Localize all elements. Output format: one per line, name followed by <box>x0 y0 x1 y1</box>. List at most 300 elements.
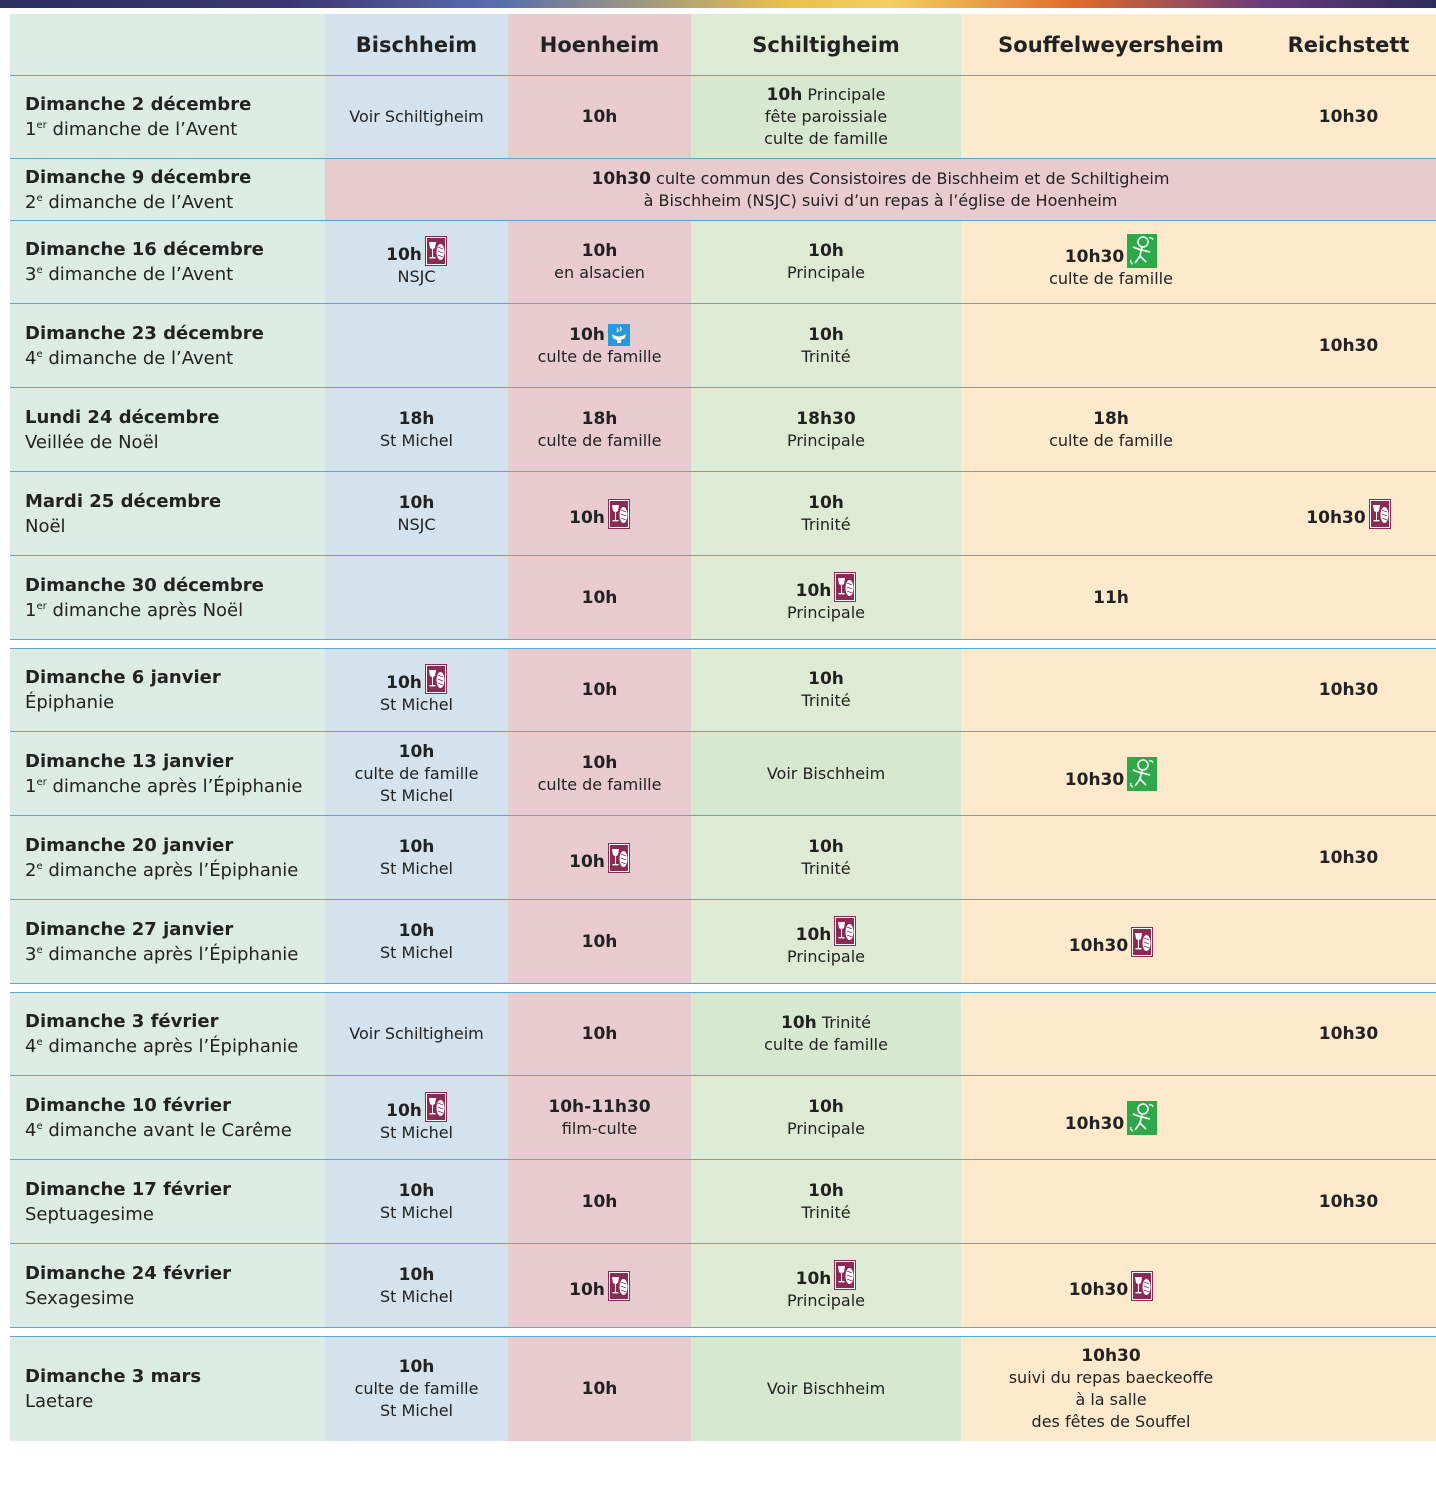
cell-souffelweyersheim-detail: des fêtes de Souffel <box>1031 1412 1191 1431</box>
cell-reichstett <box>1261 472 1436 555</box>
table-row <box>10 899 1436 983</box>
cell-schiltigheim-note: Voir Bischheim <box>766 1379 886 1398</box>
joint-service-location: à Bischheim (NSJC) suivi d’un repas à l’église de Hoenheim <box>643 190 1118 210</box>
table-row <box>10 471 1436 555</box>
cell-schiltigheim <box>691 1337 961 1441</box>
cell-reichstett-time-line <box>1306 499 1390 529</box>
cell-bischheim-time: 10h <box>398 741 435 762</box>
cell-hoenheim-time-line <box>569 324 630 346</box>
communion-icon <box>1369 499 1391 529</box>
service-date: Dimanche 9 décembre <box>25 166 252 188</box>
cell-bischheim-time-line <box>399 836 435 858</box>
table-row <box>10 731 1436 815</box>
cell-schiltigheim-time: 18h30 <box>796 408 856 429</box>
cell-hoenheim-time-line <box>569 499 630 529</box>
cell-schiltigheim-time-line <box>808 836 844 858</box>
service-date: Dimanche 17 février <box>25 1178 232 1200</box>
cell-souffelweyersheim-time: 10h30 <box>1081 1346 1141 1366</box>
cell-hoenheim-time-line <box>582 1023 618 1045</box>
cell-bischheim-detail: St Michel <box>380 1286 453 1306</box>
cell-souffelweyersheim-time-line <box>1065 757 1157 791</box>
cell-souffelweyersheim-time-line <box>1069 927 1153 957</box>
communion-icon <box>425 236 447 266</box>
date-cell <box>10 993 325 1075</box>
cell-souffelweyersheim-time: 10h30 <box>1064 247 1125 267</box>
cell-souffelweyersheim-time: 11h <box>1093 587 1129 608</box>
liturgical-day: Veillée de Noël <box>25 431 159 453</box>
cell-souffelweyersheim <box>961 556 1261 639</box>
cell-souffelweyersheim-detail: à la salle <box>1075 1390 1147 1409</box>
cell-bischheim <box>325 221 508 303</box>
cell-schiltigheim-time: 10h <box>795 580 832 601</box>
date-cell <box>10 221 325 303</box>
cell-bischheim-detail: NSJC <box>397 514 436 534</box>
cell-hoenheim <box>508 1244 691 1327</box>
table-row <box>10 1336 1436 1441</box>
cell-bischheim <box>325 1244 508 1327</box>
cell-bischheim-time: 10h <box>398 836 435 857</box>
cell-schiltigheim-detail: Principale <box>786 263 866 282</box>
cell-bischheim-time-line <box>399 920 435 942</box>
service-date: Dimanche 3 mars <box>25 1366 202 1387</box>
header-blank <box>10 14 325 75</box>
cell-hoenheim <box>508 1337 691 1441</box>
service-date: Dimanche 30 décembre <box>25 574 264 596</box>
cell-schiltigheim-time: 10h <box>780 1013 817 1033</box>
cell-bischheim-detail: St Michel <box>380 942 453 962</box>
date-cell <box>10 1076 325 1159</box>
service-date: Lundi 24 décembre <box>25 406 220 428</box>
cell-schiltigheim <box>691 816 961 899</box>
cell-schiltigheim-time-line <box>808 240 844 262</box>
table-row <box>10 158 1436 220</box>
communion-icon <box>608 843 630 873</box>
section-separator <box>10 983 1436 992</box>
date-cell <box>10 732 325 815</box>
communion-icon <box>834 916 856 946</box>
cell-schiltigheim <box>691 1076 961 1159</box>
cell-reichstett-time: 10h30 <box>1318 107 1379 127</box>
cell-reichstett <box>1261 816 1436 899</box>
dancing-child-icon <box>1127 234 1157 268</box>
cell-hoenheim-time-line <box>548 1096 650 1118</box>
liturgical-day: 4e dimanche avant le Carême <box>25 1119 292 1141</box>
cell-hoenheim <box>508 993 691 1075</box>
cell-hoenheim-detail: culte de famille <box>537 346 662 366</box>
column-header-hoenheim: Hoenheim <box>508 14 691 75</box>
communion-icon <box>608 499 630 529</box>
cell-hoenheim-time: 10h <box>569 324 605 345</box>
communion-icon <box>608 1271 630 1301</box>
column-header-bischheim: Bischheim <box>325 14 508 75</box>
cell-schiltigheim-time: 10h <box>766 85 803 105</box>
communion-icon <box>834 572 856 602</box>
cell-hoenheim-time-line <box>569 1271 630 1301</box>
cell-schiltigheim-time: 10h <box>808 1180 844 1201</box>
cell-souffelweyersheim-detail: culte de famille <box>1049 430 1173 450</box>
column-header-souffelweyersheim: Souffelweyersheim <box>961 14 1261 75</box>
cell-schiltigheim-detail: Trinité <box>801 691 851 710</box>
cell-bischheim-time: 10h <box>398 920 435 941</box>
cell-souffelweyersheim-time: 10h30 <box>1068 935 1129 956</box>
cell-bischheim-time-line <box>386 236 447 266</box>
cell-hoenheim-time: 10h <box>581 241 618 261</box>
cell-hoenheim-time: 10h <box>581 1379 618 1399</box>
cell-schiltigheim-detail: Principale <box>786 430 866 450</box>
cell-hoenheim-time: 10h <box>569 507 605 528</box>
cell-schiltigheim-time: 10h <box>808 241 844 261</box>
cell-hoenheim-time-line <box>582 240 618 262</box>
cell-bischheim <box>325 732 508 815</box>
cell-souffelweyersheim-time-line <box>1065 234 1157 268</box>
cell-souffelweyersheim <box>961 732 1261 815</box>
cell-souffelweyersheim <box>961 993 1261 1075</box>
cell-bischheim <box>325 993 508 1075</box>
cell-schiltigheim-time-line <box>808 324 844 346</box>
service-date: Dimanche 24 février <box>25 1262 232 1284</box>
cell-hoenheim-time: 10h <box>581 1191 618 1212</box>
cell-schiltigheim <box>691 900 961 983</box>
cell-reichstett-time: 10h30 <box>1318 1024 1379 1044</box>
cell-bischheim-time: 10h <box>398 492 435 513</box>
cell-schiltigheim <box>691 1160 961 1243</box>
column-header-schiltigheim: Schiltigheim <box>691 14 961 75</box>
service-date: Dimanche 23 décembre <box>25 322 264 344</box>
service-date: Dimanche 10 février <box>25 1094 232 1116</box>
cell-schiltigheim-detail: fête paroissiale <box>764 107 888 126</box>
cell-souffelweyersheim-time-line <box>1093 587 1129 609</box>
table-row <box>10 1159 1436 1243</box>
cell-reichstett-time-line <box>1319 1191 1378 1213</box>
cell-schiltigheim-detail: culte de famille <box>764 1035 888 1054</box>
liturgical-day: 4e dimanche après l’Épiphanie <box>25 1036 299 1057</box>
cell-bischheim-note: Voir Schiltigheim <box>349 1024 484 1043</box>
cell-reichstett <box>1261 388 1436 471</box>
cell-hoenheim <box>508 649 691 731</box>
table-row <box>10 220 1436 303</box>
cell-schiltigheim-time: 10h <box>808 669 844 689</box>
section-separator <box>10 639 1436 648</box>
table-row <box>10 1243 1436 1327</box>
service-date: Mardi 25 décembre <box>25 490 222 512</box>
cell-schiltigheim-detail: Principale <box>786 1290 866 1310</box>
cell-hoenheim-time-line <box>582 1191 618 1213</box>
table-row <box>10 815 1436 899</box>
cell-schiltigheim <box>691 556 961 639</box>
cell-schiltigheim-detail: culte de famille <box>764 129 888 148</box>
cell-schiltigheim-detail: Principale <box>786 602 866 622</box>
cell-bischheim-detail: NSJC <box>397 267 436 286</box>
cell-bischheim <box>325 649 508 731</box>
date-cell <box>10 1337 325 1441</box>
cell-hoenheim-time-line <box>582 752 618 774</box>
cell-schiltigheim-time-line <box>808 492 844 514</box>
cell-bischheim-detail: St Michel <box>380 1401 453 1420</box>
cell-schiltigheim-detail: Trinité <box>801 514 851 534</box>
cell-bischheim-time: 10h <box>386 1100 422 1121</box>
cell-schiltigheim-detail: Trinité <box>801 346 851 366</box>
liturgical-day: 2e dimanche après l’Épiphanie <box>25 859 299 881</box>
service-date: Dimanche 27 janvier <box>25 918 234 940</box>
table-row <box>10 75 1436 158</box>
communion-icon <box>425 664 447 694</box>
cell-hoenheim-time-line <box>582 1378 618 1400</box>
liturgical-day: 3e dimanche après l’Épiphanie <box>25 943 299 965</box>
liturgical-day: Septuagesime <box>25 1203 154 1225</box>
cell-bischheim-time-line <box>399 408 435 430</box>
dancing-child-icon <box>1127 757 1157 791</box>
cell-hoenheim-time: 10h <box>569 851 605 872</box>
cell-bischheim-time: 10h <box>386 673 422 693</box>
cell-souffelweyersheim-time-line <box>1069 1271 1153 1301</box>
cell-schiltigheim-note: Voir Bischheim <box>766 763 886 783</box>
cell-schiltigheim-inline-text: Principale <box>807 85 886 104</box>
date-cell <box>10 816 325 899</box>
cell-hoenheim <box>508 732 691 815</box>
table-row <box>10 648 1436 731</box>
service-schedule-table <box>10 14 1436 1441</box>
cell-souffelweyersheim-time: 10h30 <box>1064 769 1125 790</box>
cell-schiltigheim-time-line <box>796 916 857 946</box>
table-row <box>10 303 1436 387</box>
cell-hoenheim-time-line <box>569 843 630 873</box>
cell-bischheim-time-line <box>399 741 435 763</box>
cell-souffelweyersheim <box>961 900 1261 983</box>
date-cell <box>10 472 325 555</box>
cell-souffelweyersheim-detail: suivi du repas baeckeoffe <box>1008 1368 1214 1387</box>
cell-schiltigheim-time: 10h <box>795 1268 832 1289</box>
liturgical-day: 4e dimanche de l’Avent <box>25 347 234 369</box>
date-cell <box>10 1160 325 1243</box>
communion-icon <box>1131 1271 1153 1301</box>
cell-bischheim-detail: St Michel <box>380 430 453 450</box>
cell-souffelweyersheim <box>961 76 1261 158</box>
liturgical-day: Sexagesime <box>25 1287 135 1309</box>
cell-hoenheim-time-line <box>582 931 618 953</box>
date-cell <box>10 556 325 639</box>
date-cell <box>10 159 325 220</box>
cell-bischheim-time: 10h <box>398 1357 435 1377</box>
cell-schiltigheim-time-line <box>796 408 855 430</box>
liturgical-day: Épiphanie <box>25 692 115 713</box>
cell-reichstett <box>1261 993 1436 1075</box>
communion-icon <box>834 1260 856 1290</box>
cell-souffelweyersheim <box>961 1076 1261 1159</box>
cell-schiltigheim-time-line <box>808 668 844 690</box>
cell-reichstett-time-line <box>1319 679 1378 701</box>
cell-schiltigheim <box>691 304 961 387</box>
cell-reichstett-time: 10h30 <box>1318 1191 1379 1212</box>
cell-reichstett <box>1261 1160 1436 1243</box>
cell-schiltigheim <box>691 993 961 1075</box>
cell-schiltigheim-time-line <box>808 1096 844 1118</box>
cell-reichstett-time: 10h30 <box>1318 847 1379 868</box>
cell-schiltigheim-detail: Principale <box>786 946 866 966</box>
cell-schiltigheim <box>691 472 961 555</box>
cell-schiltigheim-time-line <box>796 1260 857 1290</box>
cell-souffelweyersheim <box>961 1244 1261 1327</box>
cell-souffelweyersheim-time: 10h30 <box>1068 1279 1129 1300</box>
cell-reichstett-time-line <box>1319 847 1378 869</box>
cell-schiltigheim-detail: Trinité <box>801 858 851 878</box>
cell-souffelweyersheim-time: 18h <box>1093 408 1129 429</box>
cell-bischheim-time-line <box>399 1180 435 1202</box>
cell-bischheim-time-line <box>399 492 435 514</box>
cell-hoenheim <box>508 304 691 387</box>
cell-souffelweyersheim <box>961 472 1261 555</box>
cell-hoenheim-time: 10h <box>581 931 618 952</box>
cell-bischheim-time: 10h <box>386 245 422 265</box>
cell-reichstett-time-line <box>1319 335 1378 357</box>
cell-reichstett-time-line <box>1319 1023 1378 1045</box>
column-header-reichstett: Reichstett <box>1261 14 1436 75</box>
cell-reichstett <box>1261 304 1436 387</box>
cell-reichstett <box>1261 221 1436 303</box>
cell-bischheim-detail: St Michel <box>380 1202 453 1222</box>
joint-service-line <box>592 168 1170 190</box>
cell-souffelweyersheim <box>961 388 1261 471</box>
cell-hoenheim <box>508 1076 691 1159</box>
cell-hoenheim-detail: film-culte <box>561 1118 638 1138</box>
cell-bischheim-time-line <box>399 1264 435 1286</box>
service-date: Dimanche 13 janvier <box>25 750 234 772</box>
cell-schiltigheim-time: 10h <box>795 924 832 945</box>
cell-souffelweyersheim <box>961 1160 1261 1243</box>
cell-reichstett <box>1261 76 1436 158</box>
date-cell <box>10 649 325 731</box>
cell-bischheim-time: 10h <box>398 1180 435 1201</box>
cell-hoenheim-detail: culte de famille <box>537 774 662 794</box>
cell-schiltigheim-time-line <box>808 1180 844 1202</box>
cell-hoenheim-time-line <box>582 408 618 430</box>
table-header <box>10 14 1436 75</box>
service-date: Dimanche 6 janvier <box>25 667 221 688</box>
cell-reichstett <box>1261 556 1436 639</box>
cell-bischheim-time-line <box>386 664 447 694</box>
section-separator <box>10 1327 1436 1336</box>
date-cell <box>10 1244 325 1327</box>
cell-bischheim-note: Voir Schiltigheim <box>349 107 484 126</box>
dancing-child-icon <box>1127 1101 1157 1135</box>
cell-reichstett-time: 10h30 <box>1306 507 1366 528</box>
cell-schiltigheim-inline-text: Trinité <box>821 1013 871 1032</box>
cell-bischheim <box>325 556 508 639</box>
cell-hoenheim <box>508 556 691 639</box>
cell-schiltigheim <box>691 649 961 731</box>
date-cell <box>10 304 325 387</box>
cell-hoenheim <box>508 472 691 555</box>
cell-schiltigheim-time-line <box>796 572 857 602</box>
cell-hoenheim-time: 10h <box>581 587 618 608</box>
liturgical-day: Noël <box>25 515 66 537</box>
cell-souffelweyersheim-time-line <box>1081 1345 1140 1367</box>
cell-schiltigheim-time-line <box>767 84 886 106</box>
cell-souffelweyersheim <box>961 649 1261 731</box>
cell-reichstett-time-line <box>1319 106 1378 128</box>
cell-bischheim-detail: culte de famille <box>354 763 479 783</box>
cell-hoenheim-time: 10h-11h30 <box>548 1096 651 1117</box>
cell-hoenheim <box>508 76 691 158</box>
cell-schiltigheim <box>691 732 961 815</box>
cell-hoenheim-time: 10h <box>581 752 618 773</box>
cell-souffelweyersheim <box>961 1337 1261 1441</box>
date-cell <box>10 76 325 158</box>
service-date: Dimanche 16 décembre <box>25 239 264 260</box>
cell-reichstett <box>1261 732 1436 815</box>
cell-bischheim-detail: culte de famille <box>354 1379 479 1398</box>
cell-hoenheim-time: 10h <box>581 107 618 127</box>
cell-hoenheim <box>508 900 691 983</box>
cell-schiltigheim-time: 10h <box>808 324 844 345</box>
cell-bischheim <box>325 816 508 899</box>
cell-hoenheim-time: 10h <box>581 680 618 700</box>
cell-souffelweyersheim <box>961 221 1261 303</box>
service-date: Dimanche 20 janvier <box>25 834 234 856</box>
date-cell <box>10 900 325 983</box>
communion-icon <box>1131 927 1153 957</box>
table-row <box>10 387 1436 471</box>
cell-hoenheim-time-line <box>582 679 618 701</box>
cell-schiltigheim <box>691 76 961 158</box>
date-cell <box>10 388 325 471</box>
liturgical-day: Laetare <box>25 1391 94 1412</box>
liturgical-day: 2e dimanche de l’Avent <box>25 191 234 213</box>
service-date: Dimanche 3 février <box>25 1011 219 1032</box>
cell-bischheim-time: 18h <box>398 408 435 429</box>
cell-reichstett <box>1261 1244 1436 1327</box>
cell-schiltigheim <box>691 1244 961 1327</box>
cell-reichstett-time: 10h30 <box>1318 335 1379 356</box>
liturgical-day: 1er dimanche après Noël <box>25 599 244 621</box>
cell-souffelweyersheim-time-line <box>1065 1101 1157 1135</box>
cell-schiltigheim-detail: Trinité <box>801 1202 851 1222</box>
top-decorative-band <box>0 0 1436 8</box>
cell-bischheim-time-line <box>399 1356 435 1378</box>
cell-bischheim-detail: St Michel <box>380 785 453 805</box>
cell-reichstett <box>1261 900 1436 983</box>
cell-reichstett <box>1261 649 1436 731</box>
cell-souffelweyersheim-detail: culte de famille <box>1049 269 1173 288</box>
cell-hoenheim <box>508 1160 691 1243</box>
cell-hoenheim <box>508 388 691 471</box>
cell-bischheim-time: 10h <box>398 1264 435 1285</box>
cell-schiltigheim-detail: Principale <box>786 1118 866 1138</box>
cell-schiltigheim-time: 10h <box>808 1096 844 1117</box>
cell-bischheim-detail: St Michel <box>380 1122 453 1142</box>
cell-hoenheim-time: 10h <box>569 1279 605 1300</box>
cell-souffelweyersheim <box>961 304 1261 387</box>
cell-bischheim-detail: St Michel <box>380 858 453 878</box>
cell-schiltigheim <box>691 221 961 303</box>
cell-hoenheim-detail: en alsacien <box>554 263 645 282</box>
cell-souffelweyersheim-time-line <box>1093 408 1129 430</box>
cell-bischheim <box>325 1076 508 1159</box>
cell-hoenheim-time: 18h <box>581 408 618 429</box>
liturgical-day: 1er dimanche de l’Avent <box>25 119 238 140</box>
cell-hoenheim-time: 10h <box>581 1024 618 1044</box>
cell-schiltigheim-time: 10h <box>808 492 844 513</box>
cell-hoenheim <box>508 816 691 899</box>
cell-hoenheim-detail: culte de famille <box>537 430 662 450</box>
table-row <box>10 992 1436 1075</box>
cell-bischheim-time-line <box>386 1092 447 1122</box>
liturgical-day: 3e dimanche de l’Avent <box>25 264 234 285</box>
cell-bischheim <box>325 900 508 983</box>
cell-hoenheim-time-line <box>582 106 618 128</box>
cell-reichstett <box>1261 1076 1436 1159</box>
cell-souffelweyersheim <box>961 816 1261 899</box>
cell-bischheim <box>325 472 508 555</box>
